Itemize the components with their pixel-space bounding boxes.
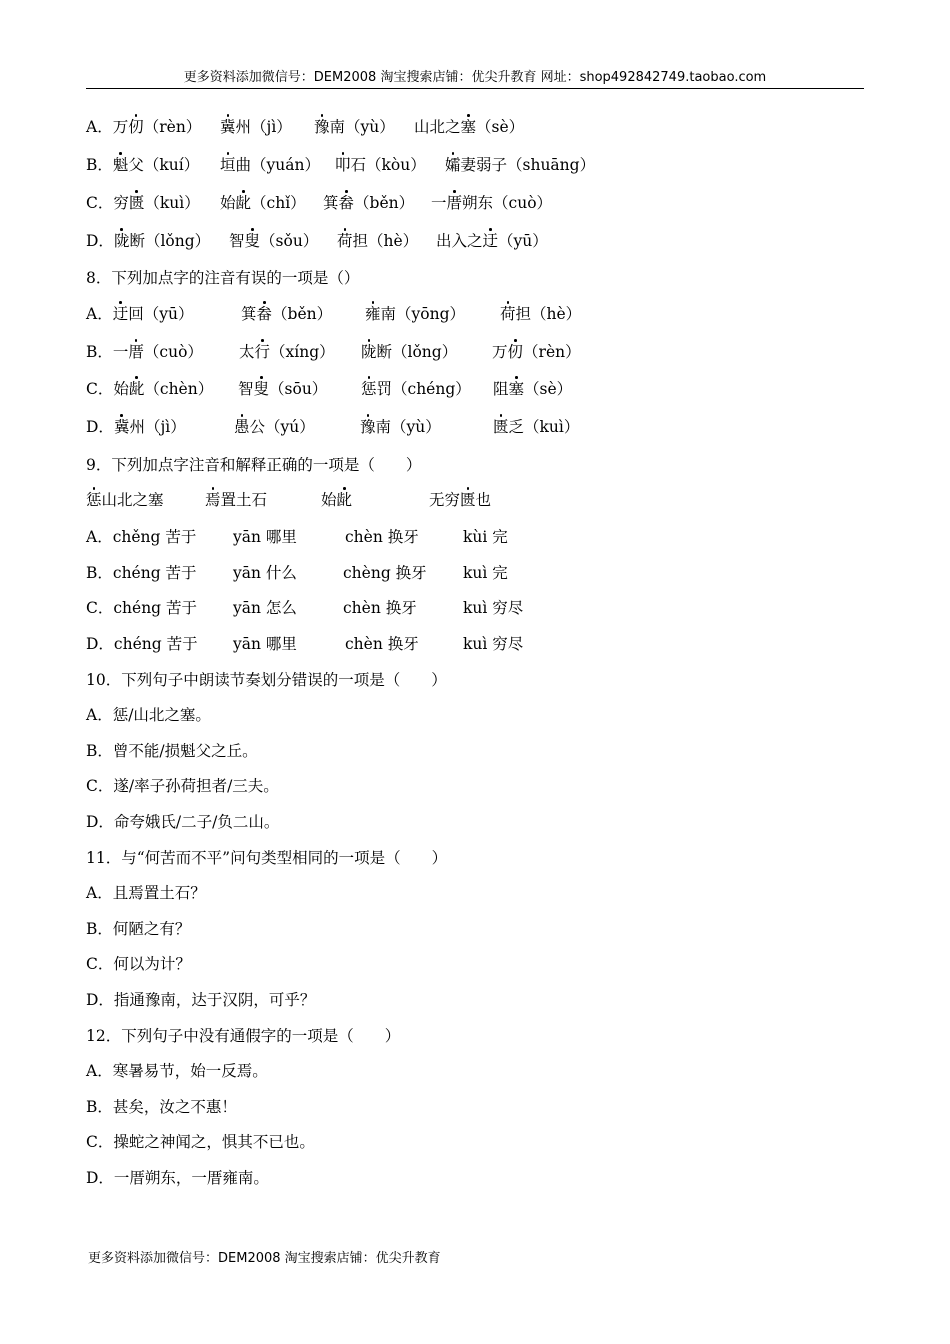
- q12-option-a: A．寒暑易节，始一反焉。: [86, 1062, 268, 1080]
- dotted-char: 畚: [338, 194, 355, 212]
- dotted-char: 龀: [336, 491, 353, 509]
- dotted-char: 厝: [128, 343, 144, 361]
- dotted-char: 焉: [205, 491, 221, 509]
- dotted-char: 匮: [493, 418, 509, 436]
- q11-option-d: D．指通豫南，达于汉阴，可乎？: [86, 991, 316, 1009]
- dotted-char: 冀: [220, 118, 236, 136]
- dotted-char: 龀: [128, 380, 145, 398]
- dotted-char: 魁: [112, 156, 129, 174]
- q8-stem: 8．下列加点字的注音有误的一项是（）: [86, 269, 360, 287]
- dotted-char: 迂: [112, 305, 129, 323]
- dotted-char: 行: [254, 343, 271, 361]
- dotted-char: 荷: [337, 232, 353, 250]
- q12-option-c: C．操蛇之神闻之，惧其不已也。: [86, 1133, 315, 1151]
- q11-option-b: B．何陋之有？: [86, 920, 191, 938]
- dotted-char: 仞: [128, 118, 144, 136]
- dotted-char: 陇: [113, 232, 130, 250]
- dotted-char: 豫: [360, 418, 376, 436]
- q11-option-a: A．且焉置土石？: [86, 884, 206, 902]
- q10-option-b: B．曾不能/损魁父之丘。: [86, 742, 258, 760]
- q12-option-d: D．一厝朔东，一厝雍南。: [86, 1169, 269, 1187]
- dotted-char: 仞: [507, 343, 524, 361]
- q11-stem: 11．与“何苦而不平”问句类型相同的一项是（ ）: [86, 849, 448, 867]
- q10-stem: 10．下列句子中朗读节奏划分错误的一项是（ ）: [86, 671, 447, 689]
- dotted-char: 叟: [244, 232, 261, 250]
- dotted-char: 雍: [365, 305, 381, 323]
- dotted-char: 匮: [460, 491, 476, 509]
- dotted-char: 塞: [460, 118, 477, 136]
- dotted-char: 孀: [445, 156, 461, 174]
- dotted-char: 匮: [128, 194, 145, 212]
- q9-stem: 9．下列加点字注音和解释正确的一项是（ ）: [86, 456, 422, 474]
- q12-option-b: B．甚矣，汝之不惠！: [86, 1098, 237, 1116]
- dotted-char: 豫: [314, 118, 330, 136]
- dotted-char: 厝: [446, 194, 463, 212]
- dotted-char: 叩: [335, 156, 351, 174]
- dotted-char: 畚: [256, 305, 273, 323]
- q12-stem: 12．下列句子中没有通假字的一项是（ ）: [86, 1027, 401, 1045]
- dotted-char: 叟: [253, 380, 270, 398]
- dotted-char: 荷: [500, 305, 516, 323]
- q10-option-d: D．命夸娥氏/二子/负二山。: [86, 813, 280, 831]
- dotted-char: 愚: [234, 418, 250, 436]
- page-header: 更多资料添加微信号：DEM2008 淘宝搜索店铺：优尖升教育 网址：shop492842749.taobao.com: [86, 66, 864, 89]
- q11-option-c: C．何以为计？: [86, 955, 191, 973]
- dotted-char: 垣: [220, 156, 236, 174]
- dotted-char: 惩: [86, 491, 102, 509]
- dotted-char: 迂: [482, 232, 499, 250]
- q10-option-c: C．遂/率子孙荷担者/三夫。: [86, 777, 279, 795]
- dotted-char: 惩: [361, 380, 377, 398]
- dotted-char: 龀: [235, 194, 252, 212]
- q10-option-a: A．惩/山北之塞。: [86, 706, 211, 724]
- dotted-char: 陇: [361, 343, 377, 361]
- dotted-char: 冀: [113, 418, 130, 436]
- page-footer: 更多资料添加微信号：DEM2008 淘宝搜索店铺：优尖升教育: [88, 1251, 441, 1266]
- dotted-char: 塞: [508, 380, 525, 398]
